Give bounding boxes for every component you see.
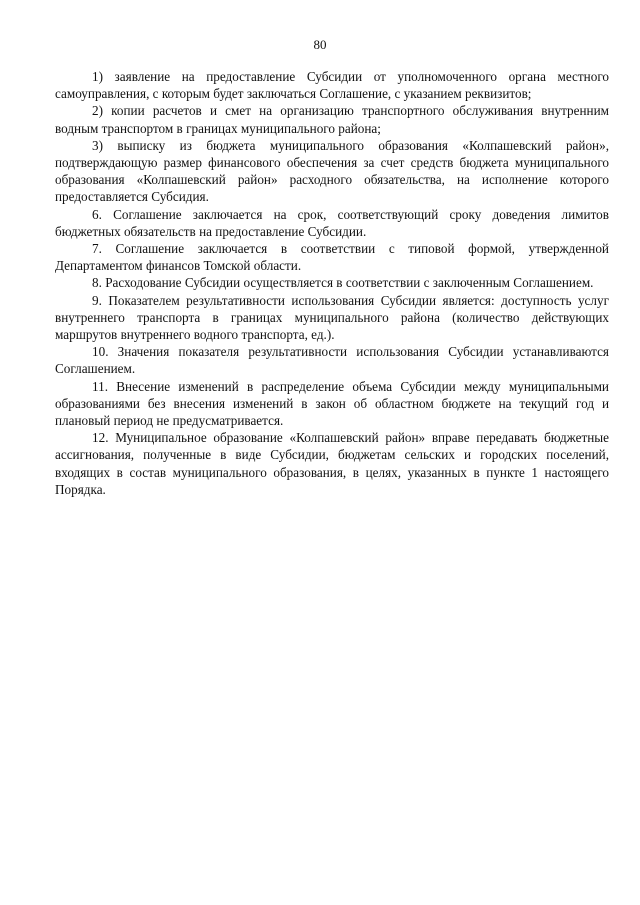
paragraph-item-3: 3) выписку из бюджета муниципального образования «Колпашевский район», подтверждающую размер финансового обеспечения за счет средств бюджета муниципального образования «Колпашевский район» расходного обязательства, на исполнение которого предоставляется Субсидия. <box>55 137 609 205</box>
paragraph-clause-7: 7. Соглашение заключается в соответствии с типовой формой, утвержденной Департаментом финансов Томской области. <box>55 241 609 274</box>
page-number: 80 <box>313 37 327 52</box>
paragraph-clause-10: 10. Значения показателя результативности использования Субсидии устанавливаются Соглашением. <box>55 344 609 377</box>
paragraph-clause-6: 6. Соглашение заключается на срок, соответствующий сроку доведения лимитов бюджетных обязательств на предоставление Субсидии. <box>55 206 609 239</box>
paragraph-item-1: 1) заявление на предоставление Субсидии от уполномоченного органа местного самоуправления, с которым будет заключаться Соглашение, с указанием реквизитов; <box>55 69 609 102</box>
paragraph-item-2: 2) копии расчетов и смет на организацию транспортного обслуживания внутренним водным транспортом в границах муниципального района; <box>55 103 609 136</box>
document-body <box>55 68 609 498</box>
paragraph-clause-12: 12. Муниципальное образование «Колпашевский район» вправе передавать бюджетные ассигнования, полученные в виде Субсидии, бюджетам сельских и городских поселений, входящих в состав муниципального образования, в целях, указанных в пункте 1 настоящего Порядка. <box>55 430 609 497</box>
paragraph-clause-9: 9. Показателем результативности использования Субсидии является: доступность услуг внутреннего транспорта в границах муниципального района (количество действующих маршрутов внутреннего водного транспорта, ед.). <box>55 292 609 343</box>
paragraph-clause-11: 11. Внесение изменений в распределение объема Субсидии между муниципальными образованиями без внесения изменений в закон об областном бюджете на текущий год и плановый период не предусматривается. <box>55 378 609 429</box>
paragraph-clause-8: 8. Расходование Субсидии осуществляется в соответствии с заключенным Соглашением. <box>92 275 594 291</box>
